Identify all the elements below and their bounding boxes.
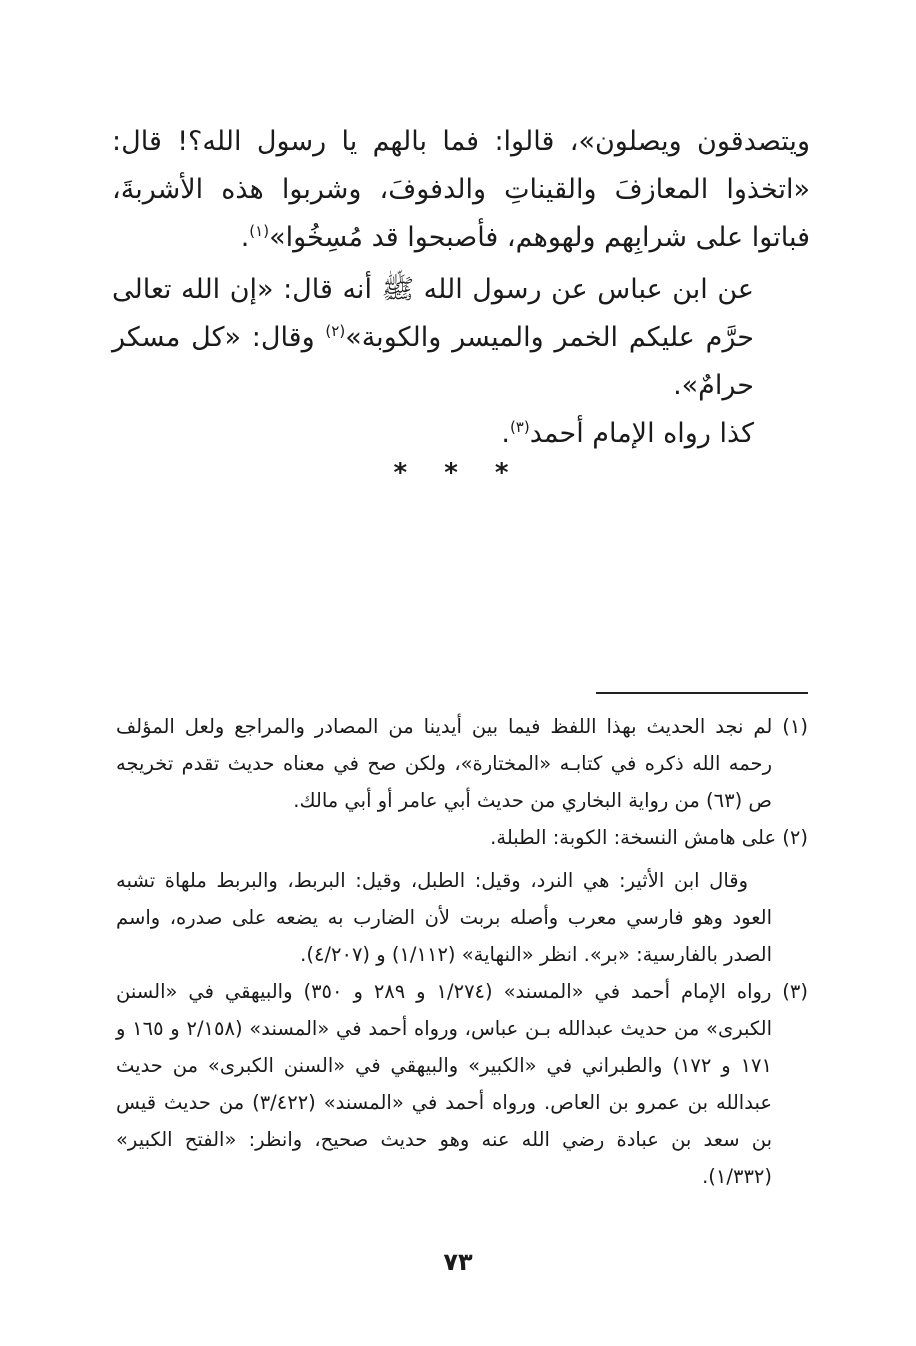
main-paragraph-1 xyxy=(112,118,810,262)
paragraph-2-text: عن ابن عباس عن رسول الله ﷺ أنه قال: «إن الله تعالى حرَّم عليكم الخمر والميسر والكوبة» xyxy=(112,274,754,353)
paragraph-1-end: . xyxy=(240,222,250,253)
paragraph-2-closing-end: . xyxy=(501,418,510,449)
paragraph-2-line-1 xyxy=(112,266,810,410)
paragraph-2-closing: كذا رواه الإمام أحمد xyxy=(529,418,754,449)
main-paragraph-2 xyxy=(112,266,810,458)
paragraph-2-line-2 xyxy=(112,410,810,458)
footnote-3: (٣) رواه الإمام أحمد في «المسند» (١/٢٧٤ و ٢٨٩ و ٣٥٠) والبيهقي في «السنن الكبرى» من حديث عبدالله بـن عباس، ورواه أحمد في «المسند» (٢/١٥٨ و ١٦٥ و ١٧١ و ١٧٢) والطبراني في «الكبير» والبيهقي في «السنن الكبرى» من حديث عبدالله بن عمرو بن العاص. ورواه أحمد في «المسند» (٣/٤٢٢) من حديث قيس بن سعد بن عبادة رضي الله عنه وهو حديث صحيح، وانظر: «الفتح الكبير» (١/٣٣٢). xyxy=(116,980,809,1188)
footnote-2-continuation: وقال ابن الأثير: هي النرد، وقيل: الطبل، وقيل: البربط، والبربط ملهاة تشبه العود وهو فارسي معرب وأصله بربت لأن الضارب به يضعه على صدره، واسم الصدر بالفارسية: «بر». انظر «النهاية» (١/١١٢) و (٤/٢٠٧). xyxy=(116,869,772,966)
footnotes-section xyxy=(116,708,808,1195)
footnote-ref-1: (١) xyxy=(249,222,270,240)
footnote-2: (٢) على هامش النسخة: الكوبة: الطبلة. xyxy=(490,826,808,849)
footnote-ref-2: (٢) xyxy=(325,322,346,340)
footnote-divider xyxy=(596,692,808,694)
footnote-1: (١) لم نجد الحديث بهذا اللفظ فيما بين أيدينا من المصادر والمراجع ولعل المؤلف رحمه الله ذكره في كتابـه «المختارة»، ولكن صح في معناه حديث تقدم تخريجه ص (٦٣) من رواية البخاري من حديث أبي عامر أو أبي مالك. xyxy=(116,715,808,812)
page-number: ٧٣ xyxy=(443,1248,473,1276)
paragraph-1-text: ويتصدقون ويصلون»، قالوا: فما بالهم يا رسول الله؟! قال: «اتخذوا المعازفَ والقيناتِ والدفوفَ، وشربوا هذه الأشربةَ، فباتوا على شرابِهم ولهوهم، فأصبحوا قد مُسِخُوا» xyxy=(112,126,810,253)
footnote-ref-3: (٣) xyxy=(509,418,530,436)
paragraph-2-text-b: وقال: «كل مسكر حرامٌ». xyxy=(112,322,754,401)
section-separator: * * * xyxy=(393,458,523,488)
